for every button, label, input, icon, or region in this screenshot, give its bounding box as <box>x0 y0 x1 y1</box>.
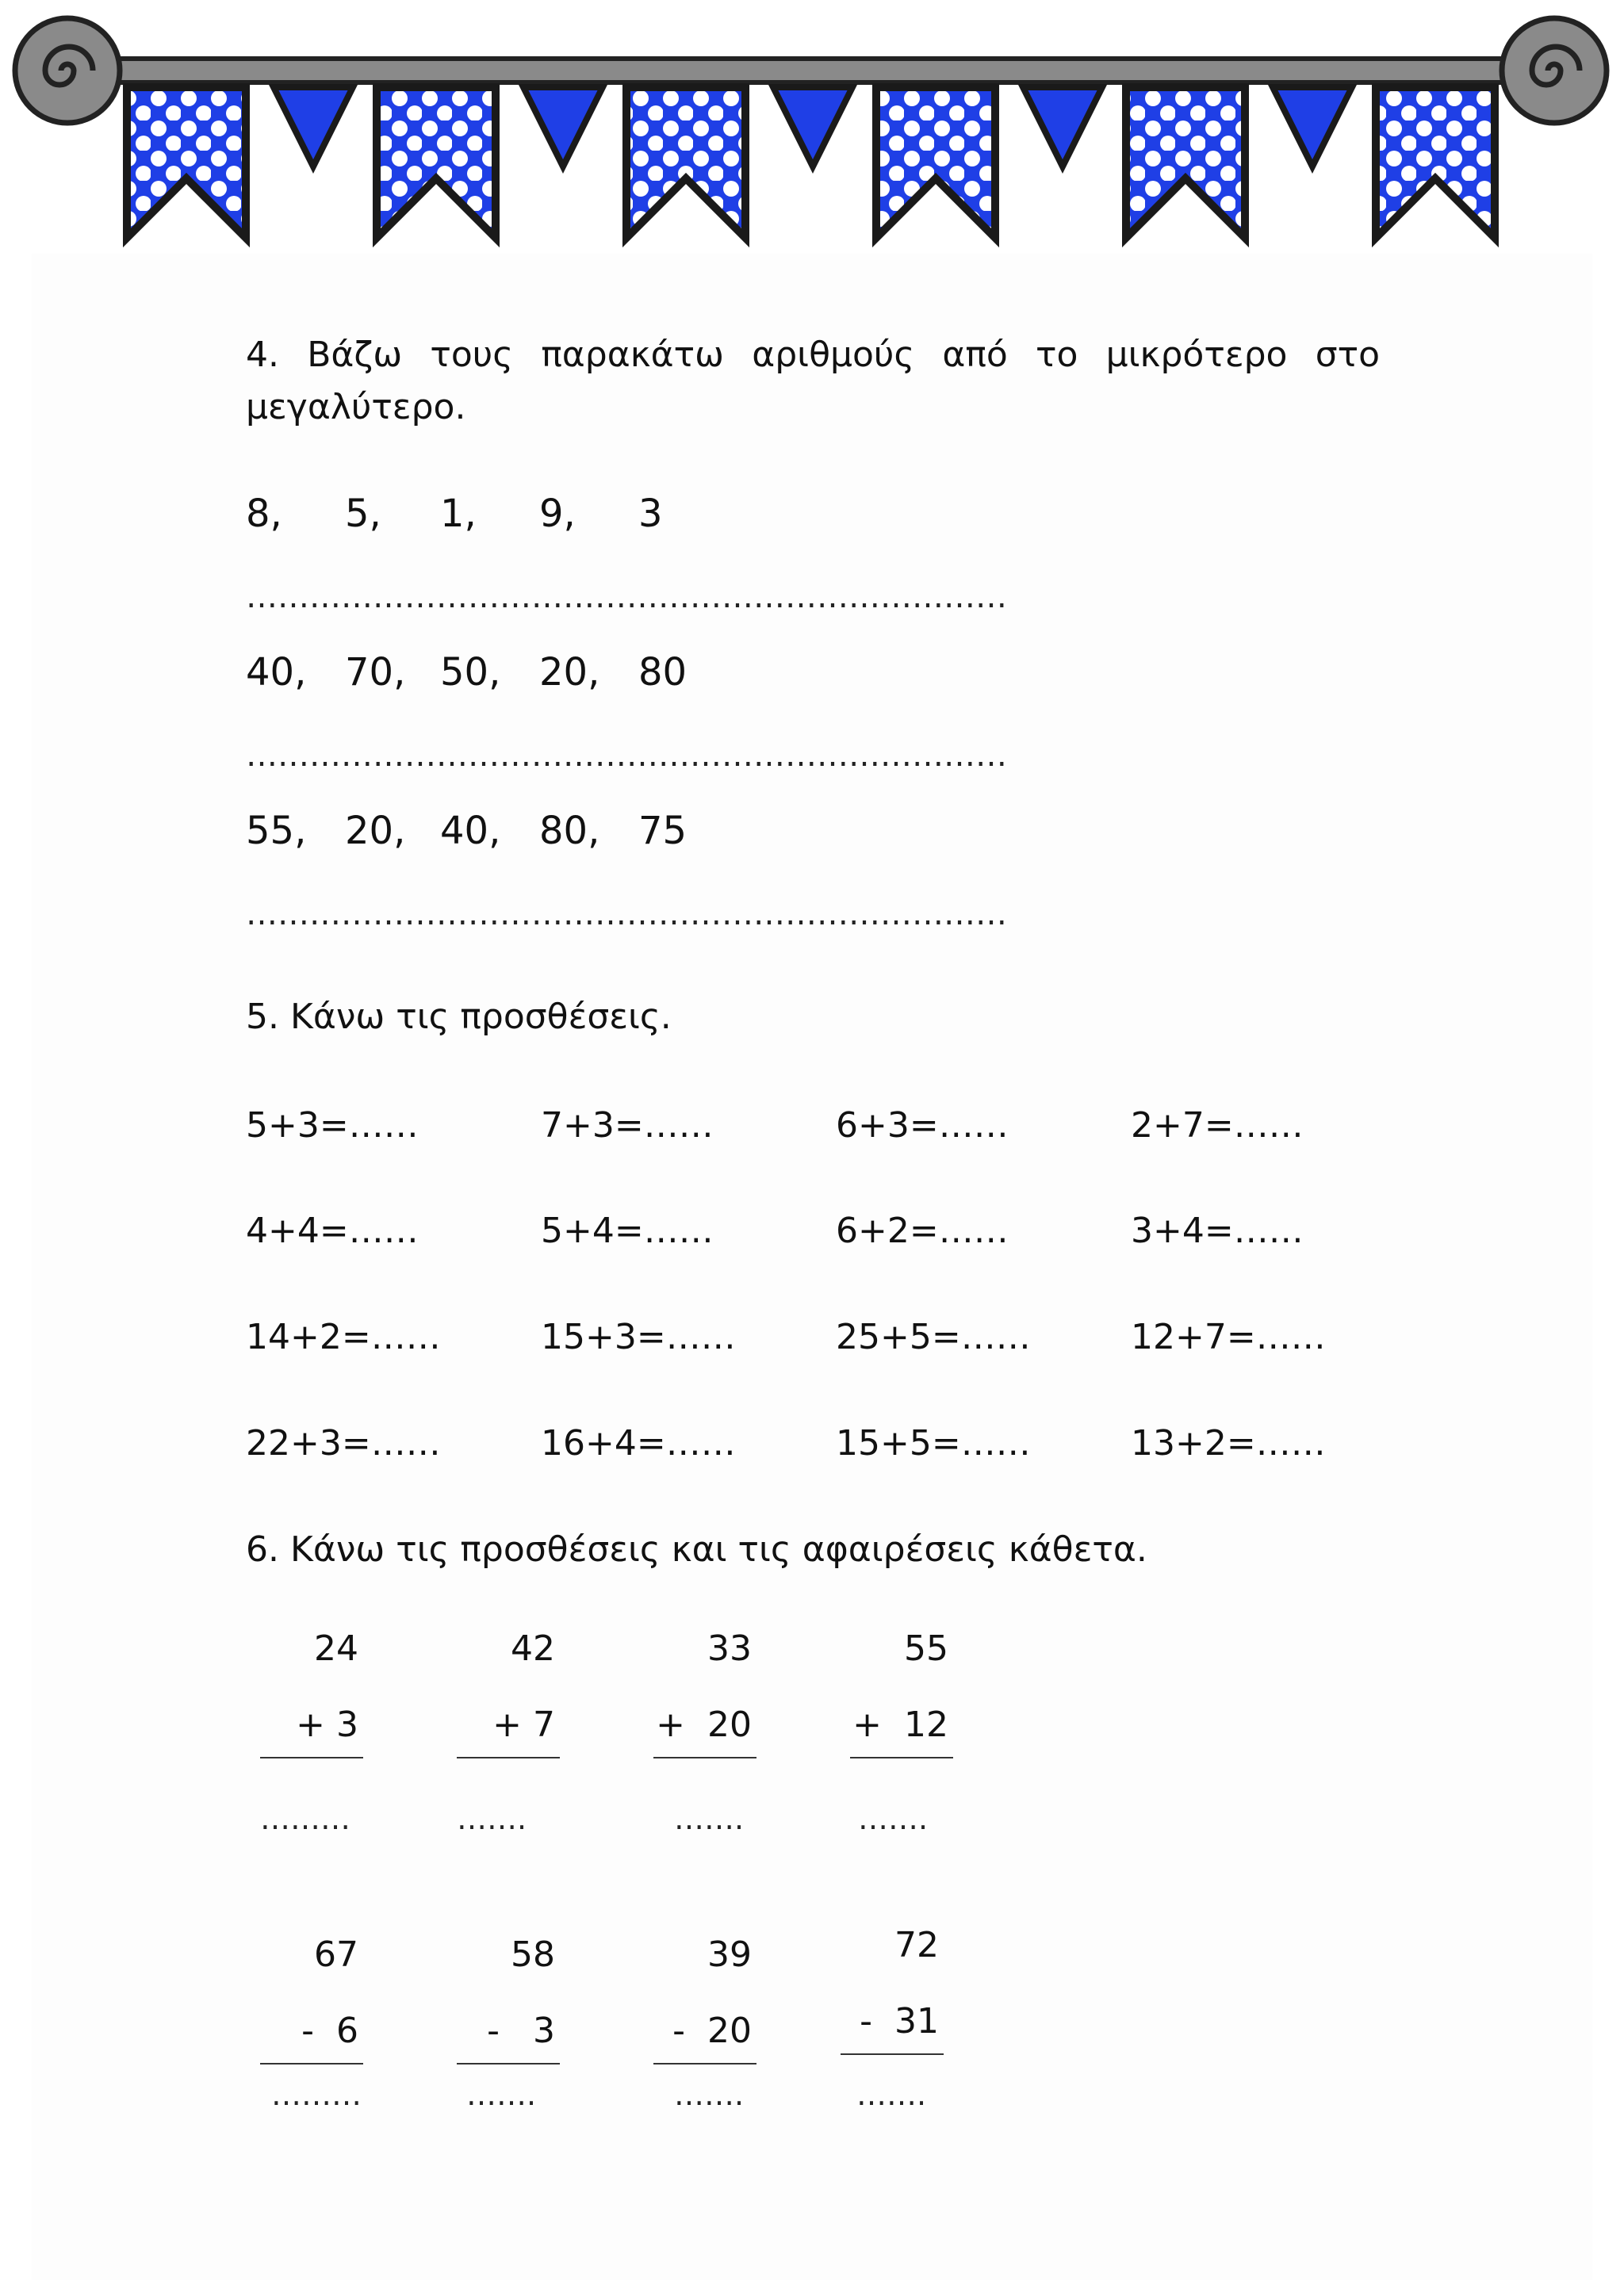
result-blank[interactable]: ……. <box>856 2077 927 2112</box>
number: 3 <box>638 492 663 536</box>
sum-line <box>260 1757 363 1758</box>
number: 5, <box>345 492 381 536</box>
worksheet-page <box>32 254 1592 2280</box>
addition-exercise[interactable]: 6+2=…… <box>836 1211 1009 1251</box>
addition-exercise[interactable]: 13+2=…… <box>1131 1423 1326 1464</box>
addition-exercise[interactable]: 22+3=…… <box>246 1423 441 1464</box>
difference-line <box>260 2063 363 2064</box>
number: 55, <box>246 809 307 853</box>
second-operand: + 12 <box>852 1705 948 1745</box>
addition-exercise[interactable]: 7+3=…… <box>541 1105 714 1146</box>
top-operand: 72 <box>894 1925 939 1965</box>
addition-exercise[interactable]: 4+4=…… <box>246 1211 419 1251</box>
sum-line <box>850 1757 953 1758</box>
number: 40, <box>440 809 501 853</box>
difference-line <box>653 2063 756 2064</box>
result-blank[interactable]: ……. <box>674 2077 745 2112</box>
number: 80 <box>638 650 688 695</box>
second-operand: + 3 <box>296 1705 358 1745</box>
addition-exercise[interactable]: 25+5=…… <box>836 1317 1031 1357</box>
number: 20, <box>539 650 600 695</box>
addition-exercise[interactable]: 15+5=…… <box>836 1423 1031 1464</box>
question-5-title: 5. Κάνω τις προσθέσεις. <box>246 997 672 1037</box>
second-operand: + 7 <box>492 1705 555 1745</box>
answer-line-1[interactable]: ……………………………………………………………… <box>246 579 1007 615</box>
top-operand: 58 <box>511 1934 555 1975</box>
addition-exercise[interactable]: 2+7=…… <box>1131 1105 1304 1146</box>
number: 8, <box>246 492 282 536</box>
top-operand: 42 <box>511 1628 555 1669</box>
second-operand: + 20 <box>656 1705 752 1745</box>
sum-line <box>457 1757 560 1758</box>
addition-exercise[interactable]: 5+4=…… <box>541 1211 714 1251</box>
addition-exercise[interactable]: 14+2=…… <box>246 1317 441 1357</box>
addition-exercise[interactable]: 5+3=…… <box>246 1105 419 1146</box>
number: 70, <box>345 650 406 695</box>
result-blank[interactable]: ……. <box>858 1801 929 1836</box>
number: 50, <box>440 650 501 695</box>
spiral-rod-end-icon-right <box>1502 18 1607 123</box>
top-operand: 39 <box>707 1934 752 1975</box>
answer-line-2[interactable]: ……………………………………………………………… <box>246 737 1007 774</box>
question-6-title: 6. Κάνω τις προσθέσεις και τις αφαιρέσεις κάθετα. <box>246 1529 1147 1570</box>
top-operand: 33 <box>707 1628 752 1669</box>
answer-line-3[interactable]: ……………………………………………………………… <box>246 896 1007 932</box>
addition-exercise[interactable]: 16+4=…… <box>541 1423 736 1464</box>
addition-exercise[interactable]: 12+7=…… <box>1131 1317 1326 1357</box>
top-operand: 67 <box>314 1934 358 1975</box>
second-operand: - 3 <box>487 2011 555 2051</box>
result-blank[interactable]: ……. <box>674 1801 745 1836</box>
second-operand: - 20 <box>672 2011 752 2051</box>
number: 40, <box>246 650 307 695</box>
number: 80, <box>539 809 600 853</box>
result-blank[interactable]: ……. <box>466 2077 537 2112</box>
number: 9, <box>539 492 576 536</box>
second-operand: - 6 <box>301 2011 358 2051</box>
addition-exercise[interactable]: 6+3=…… <box>836 1105 1009 1146</box>
top-operand: 24 <box>314 1628 358 1669</box>
addition-exercise[interactable]: 15+3=…… <box>541 1317 736 1357</box>
number: 1, <box>440 492 477 536</box>
question-4-title: 4. Βάζω τους παρακάτω αριθμούς από το μικρότερο στο μεγαλύτερο. <box>246 335 1380 427</box>
number: 75 <box>638 809 688 853</box>
difference-line <box>457 2063 560 2064</box>
top-operand: 55 <box>904 1628 948 1669</box>
difference-line <box>841 2053 944 2055</box>
number: 20, <box>345 809 406 853</box>
spiral-rod-end-icon <box>15 18 120 123</box>
addition-exercise[interactable]: 3+4=…… <box>1131 1211 1304 1251</box>
result-blank[interactable]: ……… <box>271 2077 362 2112</box>
result-blank[interactable]: ……. <box>457 1801 527 1836</box>
second-operand: - 31 <box>860 2001 939 2042</box>
bunting-banner-decoration <box>0 0 1624 254</box>
sum-line <box>653 1757 756 1758</box>
result-blank[interactable]: ……… <box>260 1801 350 1836</box>
